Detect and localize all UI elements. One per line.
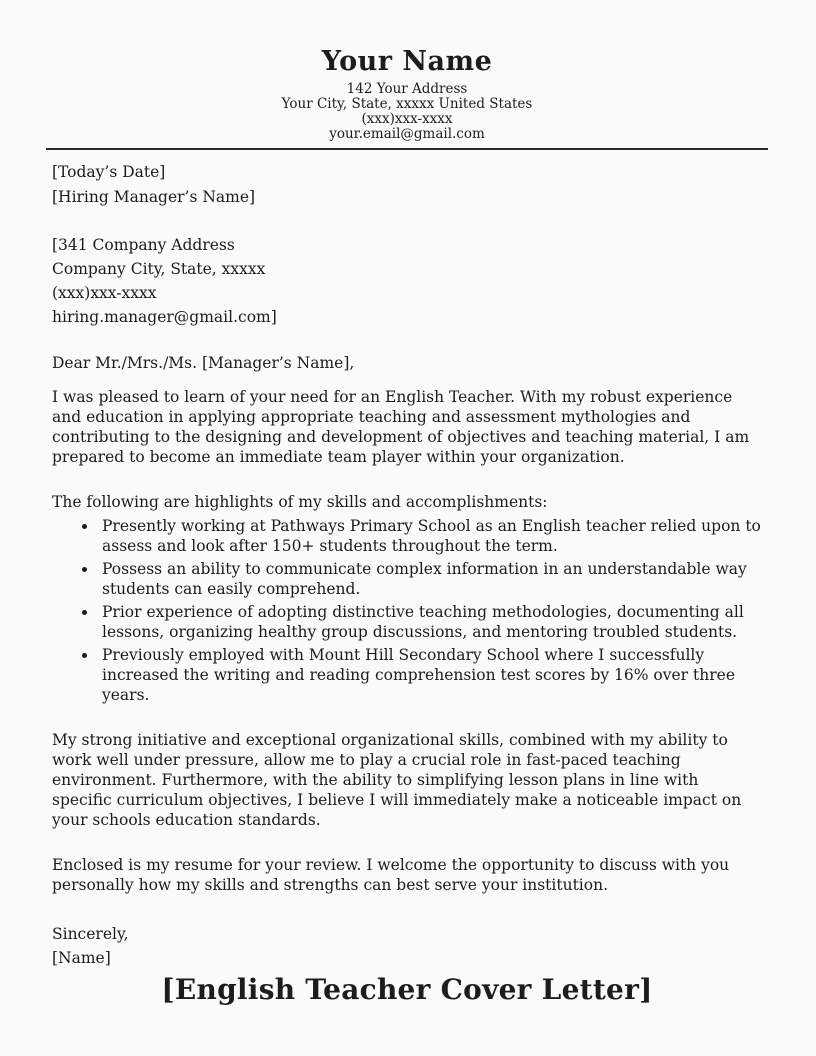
company-email: hiring.manager@gmail.com]: [52, 308, 277, 326]
sender-address-line1: 142 Your Address: [346, 81, 468, 97]
company-address-block: [52, 235, 762, 327]
skills-paragraph: My strong initiative and exceptional organizational skills, combined with my ability to work well under pressure, allow me to play a crucial role in fast-paced teaching environment. Furthermore, with the ability to simplifying lesson plans in line with specific curriculum objectives, I believe I will immediately make a noticeable impact on your schools education standards.: [52, 731, 742, 829]
highlights-list: [52, 516, 762, 705]
hiring-manager-name: [Hiring Manager’s Name]: [52, 188, 256, 206]
sender-address-line2: Your City, State, xxxxx United States: [281, 96, 533, 112]
closing: Sincerely,: [52, 925, 129, 943]
date-block: [52, 162, 762, 207]
highlight-item: • Presently working at Pathways Primary School as an English teacher relied upon to assess and look after 150+ students throughout the term.: [98, 516, 762, 556]
sender-phone: (xxx)xxx-xxxx: [361, 111, 453, 127]
sender-email: your.email@gmail.com: [329, 126, 485, 142]
signature-name: [Name]: [52, 949, 111, 967]
todays-date: [Today’s Date]: [52, 163, 166, 181]
sender-name: Your Name: [321, 46, 493, 77]
header-divider: [46, 148, 768, 150]
intro-paragraph: I was pleased to learn of your need for an English Teacher. With my robust experience and education in applying appropriate teaching and assessment mythologies and contributing to the designing and development of objectives and teaching material, I am prepared to become an immediate team player within your organization.: [52, 388, 750, 466]
closing-block: [52, 924, 762, 968]
highlights-intro: The following are highlights of my skills and accomplishments:: [52, 493, 548, 511]
document-title: [English Teacher Cover Letter]: [161, 973, 653, 1006]
company-city: Company City, State, xxxxx: [52, 260, 266, 278]
enclosure-paragraph: Enclosed is my resume for your review. I welcome the opportunity to discuss with you personally how my skills and strengths can best serve your institution.: [52, 856, 730, 894]
letter-header: [52, 46, 762, 142]
salutation: Dear Mr./Mrs./Ms. [Manager’s Name],: [52, 354, 355, 372]
highlight-item: • Previously employed with Mount Hill Secondary School where I successfully increased the writing and reading comprehension test scores by 16% over three years.: [98, 645, 762, 705]
company-phone: (xxx)xxx-xxxx: [52, 284, 157, 302]
company-address: [341 Company Address: [52, 236, 235, 254]
highlight-item: • Possess an ability to communicate complex information in an understandable way students can easily comprehend.: [98, 559, 762, 599]
highlight-item: • Prior experience of adopting distinctive teaching methodologies, documenting all lessons, organizing healthy group discussions, and mentoring troubled students.: [98, 602, 762, 642]
